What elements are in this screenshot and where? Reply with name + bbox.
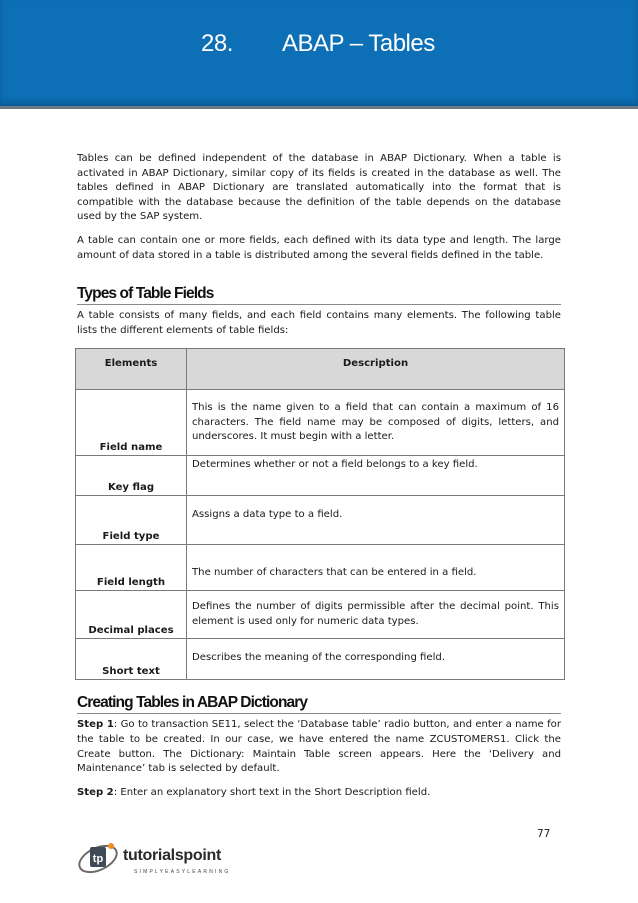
intro-paragraph-1: Tables can be defined independent of the database in ABAP Dictionary. When a table is activated in ABAP Dictionary, similar copy of its fields is created in the database as well. The tables defined in ABAP Dictionary are translated automatically into the format that is compatible with the database because the definition of the table depends on the database used by the SAP system.: [77, 153, 561, 223]
description-cell: Determines whether or not a field belongs to a key field.: [187, 456, 565, 496]
description-cell: Describes the meaning of the corresponding field.: [187, 639, 565, 680]
table-row: [76, 591, 565, 639]
step-1-label: Step 1: [77, 719, 114, 731]
table-row: [76, 639, 565, 680]
element-cell: Field name: [76, 390, 187, 456]
description-cell: The number of characters that can be entered in a field.: [187, 545, 565, 591]
element-cell: Short text: [76, 639, 187, 680]
chapter-number: 28.: [201, 30, 233, 57]
table-fields-table: [75, 348, 565, 680]
description-cell: Assigns a data type to a field.: [187, 496, 565, 545]
page-number: 77: [537, 828, 551, 840]
element-cell: Field type: [76, 496, 187, 545]
table-row: [76, 456, 565, 496]
description-cell: This is the name given to a field that can contain a maximum of 16 characters. The field name may be composed of digits, letters, and underscores. It must begin with a letter.: [187, 390, 565, 456]
table-row: [76, 390, 565, 456]
svg-text:tp: tp: [92, 853, 104, 865]
types-intro: A table consists of many fields, and each field contains many elements. The following table lists the different elements of table fields:: [77, 310, 561, 336]
tutorialspoint-logo: [76, 837, 231, 883]
column-header-description: Description: [187, 349, 565, 390]
element-cell: Key flag: [76, 456, 187, 496]
description-cell: Defines the number of digits permissible after the decimal point. This element is used only for numeric data types.: [187, 591, 565, 639]
step-1-paragraph: [77, 718, 561, 776]
create-heading: Creating Tables in ABAP Dictionary: [77, 694, 561, 714]
element-cell: Field length: [76, 545, 187, 591]
page-content: [77, 152, 561, 809]
logo-tagline: SIMPLYEASYLEARNING: [134, 869, 231, 875]
chapter-title-text: ABAP – Tables: [282, 30, 435, 57]
table-header-row: [76, 349, 565, 390]
step-1-text: : Go to transaction SE11, select the ‘Database table’ radio button, and enter a name for the table to be created. In our case, we have entered the name ZCUSTOMERS1. Click the Create button. The Dictionary: Maintain Table screen appears. Here the ‘Delivery and Maintenance’ tab is selected by default.: [77, 719, 561, 775]
logo-wordmark: tutorialspoint: [123, 847, 222, 864]
step-2-label: Step 2: [77, 786, 114, 798]
table-row: [76, 545, 565, 591]
column-header-elements: Elements: [76, 349, 187, 390]
table-row: [76, 496, 565, 545]
types-heading: Types of Table Fields: [77, 285, 561, 305]
element-cell: Decimal places: [76, 591, 187, 639]
tutorialspoint-logo-icon: [76, 837, 122, 879]
intro-paragraph-2: A table can contain one or more fields, each defined with its data type and length. The large amount of data stored in a table is distributed among the several fields defined in the table.: [77, 234, 561, 261]
chapter-banner: [0, 0, 638, 109]
step-2-text: : Enter an explanatory short text in the Short Description field.: [113, 786, 431, 798]
step-2-paragraph: [77, 786, 561, 801]
